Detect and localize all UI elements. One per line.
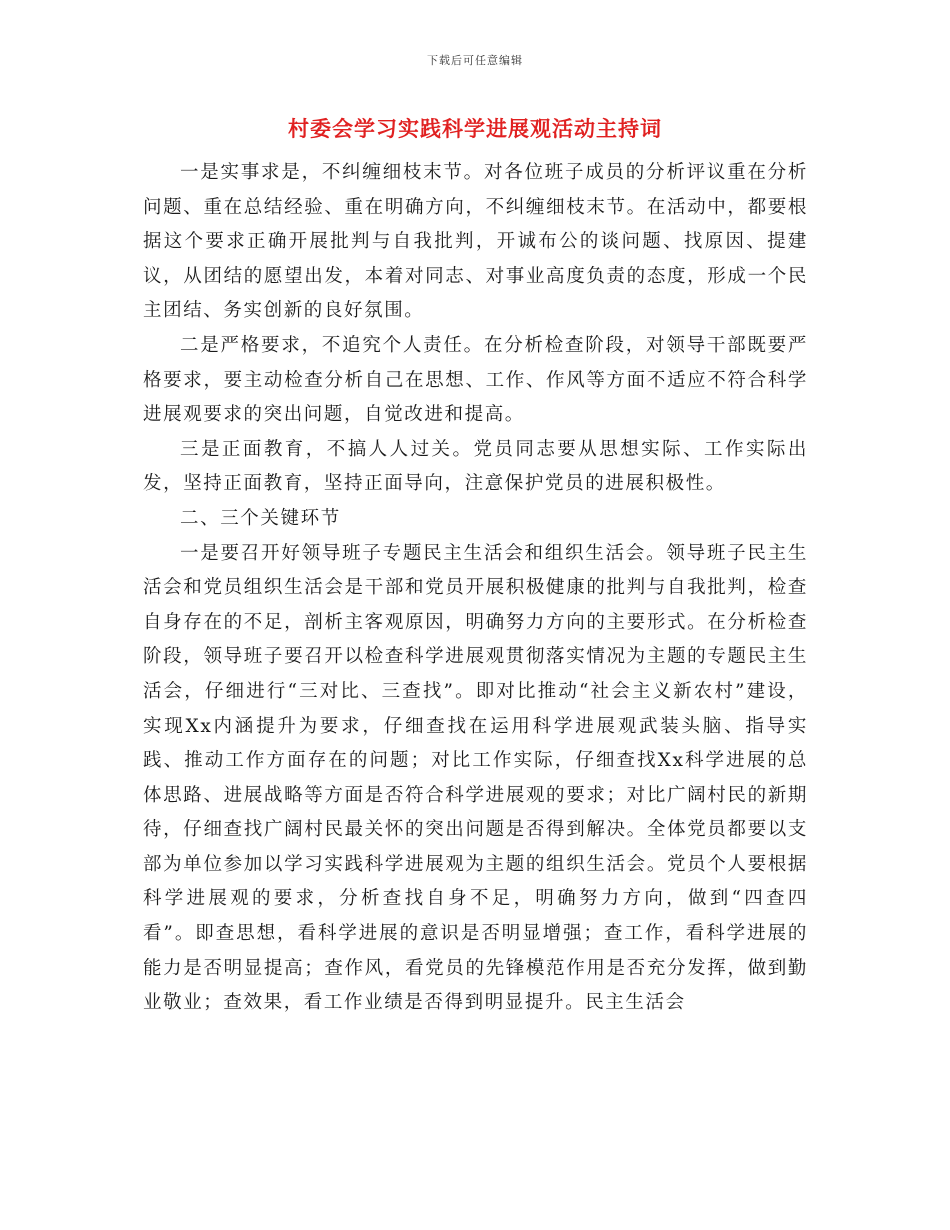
paragraph: 一是要召开好领导班子专题民主生活会和组织生活会。领导班子民主生活会和党员组织生活会是干部和党员开展积极健康的批判与自我批判，检查自身存在的不足，剖析主客观原因，明确努力方向的主要形式。在分析检查阶段，领导班子要召开以检查科学进展观贯彻落实情况为主题的专题民主生活会，仔细进行“三对比、三查找”。即对比推动“社会主义新农村”建设，实现Xx内涵提升为要求，仔细查找在运用科学进展观武装头脑、指导实践、推动工作方面存在的问题；对比工作实际，仔细查找Xx科学进展的总体思路、进展战略等方面是否符合科学进展观的要求；对比广阔村民的新期待，仔细查找广阔村民最关怀的突出问题是否得到解决。全体党员都要以支部为单位参加以学习实践科学进展观为主题的组织生活会。党员个人要根据科学进展观的要求，分析查找自身不足，明确努力方向，做到“四查四看”。即查思想，看科学进展的意识是否明显增强；查工作，看科学进展的能力是否明显提高；查作风，看党员的先锋模范作用是否充分发挥，做到勤业敬业；查效果，看工作业绩是否得到明显提升。民主生活会 (143, 542, 809, 1014)
paragraph: 三是正面教育，不搞人人过关。党员同志要从思想实际、工作实际出发，坚持正面教育，坚持正面导向，注意保护党员的进展积极性。 (143, 438, 808, 495)
header-note: 下载后可任意编辑 (427, 54, 523, 67)
section-heading: 二、三个关键环节 (180, 507, 341, 529)
paragraph: 二是严格要求，不追究个人责任。在分析检查阶段，对领导干部既要严格要求，要主动检查分析自己在思想、工作、作风等方面不适应不符合科学进展观要求的突出问题，自觉改进和提高。 (143, 334, 808, 426)
paragraph: 一是实事求是，不纠缠细枝末节。对各位班子成员的分析评议重在分析问题、重在总结经验、重在明确方向，不纠缠细枝末节。在活动中，都要根据这个要求正确开展批判与自我批判，开诚布公的谈问题、找原因、提建议，从团结的愿望出发，本着对同志、对事业高度负责的态度，形成一个民主团结、务实创新的良好氛围。 (143, 162, 808, 322)
document-body (143, 156, 808, 1021)
document-title: 村委会学习实践科学进展观活动主持词 (288, 116, 662, 141)
